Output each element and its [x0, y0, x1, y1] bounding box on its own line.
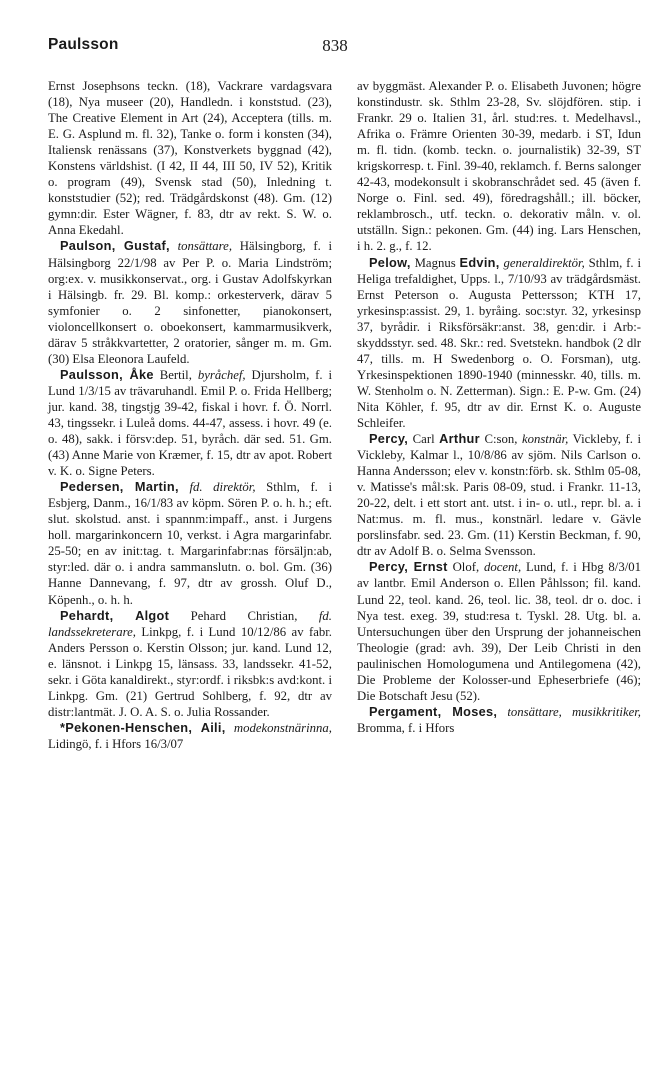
entry-name-rest: Bertil, — [159, 367, 192, 382]
biography-entry — [357, 255, 641, 432]
entry-headword: Paulson, Gustaf, — [60, 238, 170, 254]
entry-name-rest: Carl — [412, 432, 435, 447]
entry-name-rest: Pehard Christian, — [190, 608, 298, 623]
entry-title: fd. landssekreterare, — [48, 608, 332, 639]
running-head — [48, 36, 622, 60]
entry-headword-given: Arthur — [439, 431, 480, 447]
entry-text: Linkpg, f. i Lund 10/12/86 av fabr. Anders Persson o. Kerstin Olsson; jur. kand. Lund 12, e. länsnot. i Linkpg 15, länsass. 33, landssekr. 41-52, sekr. i Göta kanaldirekt., styr:ordf. i riksbk:s avd:kont. i Linkpg. Gm. (21) Gertrud Sohlberg, f. 92, dtr av distr:lantmät. J. O. A. S. o. Julia Rossander. — [48, 624, 332, 719]
entry-continuation: Ernst Josephsons teckn. (18), Vackrare vardagsvara (18), Nya museer (20), Handledn. i konststud. (23), The Creative Element in Art (24), Acceptera (tills. m. E. G. Asplund m. fl. 32), Tanke o. form i konsten (34), Italiensk renässans (37), Konstverkets byggnad (42), Konstens världshist. (I 42, II 44, III 50, IV 52), Kritik o. program (49), Svensk stad (50), Inledning t. konststudier (52); red. Trädgårdskonst (48). Gm. (12) gymn:dir. Ester Wägner, f. 83, dtr av rekt. S. W. o. Anna Ekedahl. — [48, 79, 332, 238]
entry-name-rest: Magnus — [414, 255, 456, 270]
entry-headword: Pehardt, Algot — [60, 607, 170, 623]
entry-title: docent, — [483, 560, 522, 575]
biography-entry — [357, 704, 641, 736]
entry-title: konstnär, — [521, 432, 569, 447]
biography-entry — [48, 479, 332, 607]
entry-text: Hälsingborg, f. i Hälsingborg 22/1/98 av Per P. o. Maria Lindström; org:ex. v. musikkonservat., org. i Gustav Adolfskyrkan i Hälsingb. fr. 29. Bl. komp.: orkesterverk, därav 5 symfonier o. 2 sinfonetter, pianokonsert, violoncellkonsert o. oboekonsert, kammarmusikverk, därav 5 stråkkvartetter, 2 oratorier, sånger m. m. Gm. (30) Elsa Eleonora Laufeld. — [48, 239, 333, 366]
entry-title: tonsättare, musikkritiker, — [507, 704, 641, 719]
entry-headword: Pelow, — [369, 254, 411, 270]
biography-entry — [48, 608, 332, 720]
page-number: 838 — [322, 36, 348, 55]
entry-text: Bromma, f. i Hfors — [357, 720, 455, 735]
biography-entry — [48, 367, 332, 479]
entry-text: Lund, f. i Hbg 8/3/01 av lantbr. Emil Anderson o. Ellen Påhlsson; fil. kand. Lund 22, teol. kand. 26, teol. lic. 38, teol. dr o. doc. i Nya test. exeg. 39, stud:resa t. Tyskl. 28. Utg. bl. a. Untersuchungen über den Ursprung der johanneischen Theologie (grad: avh. 39), Der Leib Christi in den paulinischen Homologumena und Antilegomena (42), Die Probleme der Kolosser-und Epheserbriefe (46); Die Botschaft Jesu (52). — [357, 560, 642, 703]
biography-entry — [48, 238, 332, 366]
entry-headword: Percy, Ernst — [369, 559, 448, 575]
running-head-name: Paulsson — [48, 36, 119, 53]
entry-title: byråchef, — [197, 367, 246, 382]
entry-title: fd. direktör, — [189, 480, 256, 495]
entry-title: modekonstnärinna, — [233, 720, 332, 735]
entry-headword: Percy, — [369, 431, 409, 447]
entry-text: Vickleby, f. i Vickleby, Kalmar l., 10/8/86 av sjöm. Nils Carlson o. Hanna Andersson; elev v. konstn:förb. sk. Sthlm 05-08, v. Matisse's mål:sk. Paris 08-09, stud. i Frankr. 11-13, 20-22, delt. i ett stort ant. utst. i in- o. utl., repr. bl. a. i Nat:mus. m. fl. mus., konstnärl. ledare v. Gävle porslinsfabr. sed. 23. Gm. (11) Kerstin Beckman, f. 90, dtr av Adolf B. o. Selma Svensson. — [357, 432, 641, 559]
entry-headword: *Pekonen-Henschen, Aili, — [60, 719, 226, 735]
right-column — [357, 78, 641, 736]
entry-name-rest: C:son, — [484, 432, 518, 447]
entry-headword: Pergament, Moses, — [369, 703, 498, 719]
entry-name-rest: Olof, — [452, 560, 480, 575]
entry-headword-given: Edvin, — [459, 254, 500, 270]
biography-entry — [357, 431, 641, 559]
biography-entry — [357, 559, 641, 703]
entry-text: Sthlm, f. i Esbjerg, Danm., 16/1/83 av köpm. Sören P. o. h. h.; eft. slut. skolstud. anst. i spannm:impaff., anst. i Jurgens holl. margarinkoncern 10, verkst. i Agra margarinfabr. 25-50; en av init:tag. t. Margarinfabr:nas försäljn:ab, styr:led. där o. i andra sammanslutn. o. bol. Gm. (36) Hanne Dannevang, f. 97, dtr av grossh. Oluf D., Köpenh., o. h. h. — [48, 480, 333, 607]
entry-text: Sthlm, f. i Heliga trefaldighet, Upps. l., 7/10/93 av trädgårdsmäst. Ernst Peterson o. Augusta Pettersson; KTH 17, yrkesinsp:assist. 29, 1. byråing. soc:styr. 32, yrkesinsp 37, byrådir. i Riksförsäkr:anst. 38, gen:dir. i Arb:-skyddsstyr. sed. 48. Skr.: red. Svetstekn. handbok (2 dlr 47, tills. m. H Swedenborg o. O. Forsman), utg. Yrkesinspektionen 1890-1940 (minnesskr. 40, tills. m. W. Stenholm o. N. Zetterman). Sign.: E. P-w. Gm. (24) Nita Köhler, f. 95, dtr av dir. Ernst K. o. Auguste Schleifer. — [357, 255, 641, 430]
entry-continuation: av byggmäst. Alexander P. o. Elisabeth Juvonen; högre konstindustr. sk. Sthlm 23-28, Sv. slöjdfören. stip. i Frankr. 29 o. Italien 31, årl. stud:res. t. Medelhavsl., Afrika o. Främre Orienten 30-39, medarb. i ST, Idun m. fl. tidn. (komb. teckn. o. journalistik) 32-39, ST krigskorresp. t. Finl. 39-40, reklamch. f. Berns salonger 42-43, modekonsult i skobranschrådet sed. 45 (även f. Norge o. Finl. sed. 49), föredragshåll.; ill. böcker, reklambrosch., utf. teckn. o. dekorativ måln. v. ol. utställn. Sign.: pekonen. Gm. (44) ing. Lars Henschen, i h. 2. g., f. 12. — [357, 79, 641, 254]
entry-headword: Paulsson, Åke — [60, 366, 154, 382]
entry-title: tonsättare, — [177, 239, 233, 254]
entry-text: Djursholm, f. i Lund 1/3/15 av trävaruhandl. Emil P. o. Frida Hellberg; jur. kand. 38, tingstjg 39-42, fiskal i hovr. f. Ö. Norrl. 43, tingssekr. i Luleå doms. 44-47, assess. i hovr. 49 (e. o. 48), sakk. i försv:dep. 51, byråch. där sed. 51. Gm. (43) Anne Marie von Kræmer, f. 15, dtr av apot. Robert v. K. o. Signe Peters. — [48, 367, 333, 479]
entry-text: Lidingö, f. i Hfors 16/3/07 — [48, 736, 184, 751]
left-column — [48, 78, 332, 752]
entry-title: generaldirektör, — [503, 255, 585, 270]
biography-entry — [48, 720, 332, 752]
entry-headword: Pedersen, Martin, — [60, 479, 179, 495]
